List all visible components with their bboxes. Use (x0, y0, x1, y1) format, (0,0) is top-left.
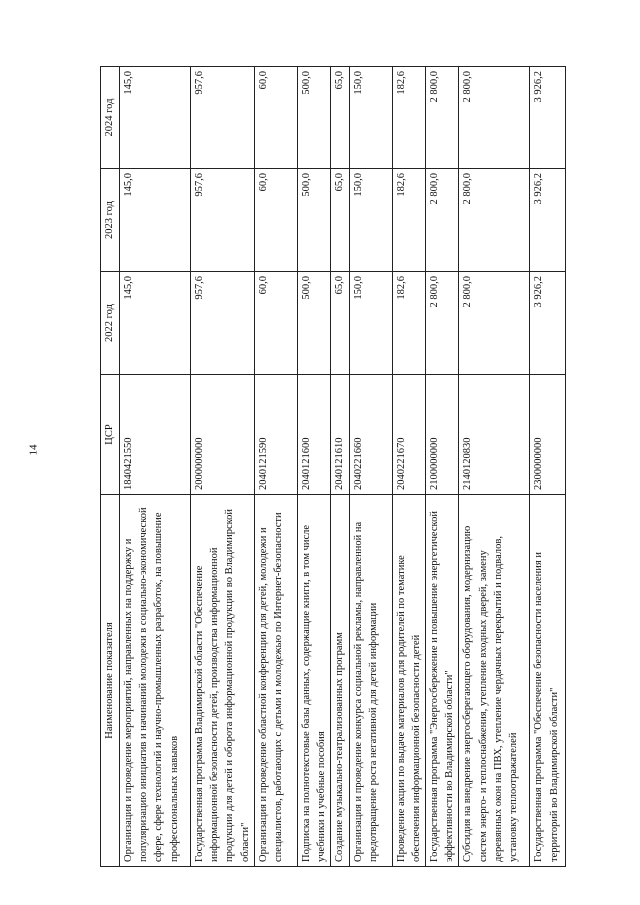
csr-code: 2140120830 (459, 375, 530, 495)
csr-code: 2040121610 (331, 375, 349, 495)
value-2023: 145,0 (120, 169, 191, 272)
table-row (254, 67, 297, 867)
indicator-name: Субсидия на внедрение энергосберегающего оборудования, модернизацию систем энерго- и теплоснабжения, утепление входных дверей, замену деревянных окон на ПВХ, утепление чердачных перекрытий и подвалов, установку теплоотражателей (459, 495, 530, 867)
value-2022: 150,0 (349, 272, 392, 375)
budget-table (100, 66, 566, 867)
rotated-table-wrapper (100, 67, 560, 867)
value-2022: 145,0 (120, 272, 191, 375)
table-row (331, 67, 349, 867)
header-year-2022: 2022 год (101, 272, 120, 375)
indicator-name: Государственная программа "Энергосбережение и повышение энергетической эффективности во Владимирской области" (425, 495, 458, 867)
header-indicator-name: Наименование показателя (101, 495, 120, 867)
csr-code: 2040221670 (392, 375, 425, 495)
header-csr-code: ЦСР (101, 375, 120, 495)
csr-code: 2100000000 (425, 375, 458, 495)
value-2022: 500,0 (297, 272, 330, 375)
header-year-2023: 2023 год (101, 169, 120, 272)
value-2024: 2 800,0 (425, 67, 458, 169)
csr-code: 2040121590 (254, 375, 297, 495)
table-row (530, 67, 566, 867)
value-2022: 60,0 (254, 272, 297, 375)
value-2022: 3 926,2 (530, 272, 566, 375)
value-2022: 2 800,0 (425, 272, 458, 375)
table-header-row (101, 67, 120, 867)
value-2022: 957,6 (191, 272, 255, 375)
table-row (392, 67, 425, 867)
value-2023: 500,0 (297, 169, 330, 272)
csr-code: 2040221660 (349, 375, 392, 495)
value-2022: 65,0 (331, 272, 349, 375)
value-2024: 957,6 (191, 67, 255, 169)
indicator-name: Организация и проведение мероприятий, направленных на поддержку и популяризацию инициатив и начинаний молодежи в социально-экономической сфере, сфере технологий и научно-промышленных разработок, на повышение профессиональных навыков (120, 495, 191, 867)
table-row (120, 67, 191, 867)
value-2024: 145,0 (120, 67, 191, 169)
indicator-name: Подписка на полнотекстовые базы данных, содержащие книги, в том числе учебники и учебные пособия (297, 495, 330, 867)
table-row (459, 67, 530, 867)
value-2024: 2 800,0 (459, 67, 530, 169)
indicator-name: Проведение акции по выдаче материалов для родителей по тематике обеспечения информационной безопасности детей (392, 495, 425, 867)
indicator-name: Государственная программа "Обеспечение безопасности населения и территорий во Владимирской области" (530, 495, 566, 867)
header-year-2024: 2024 год (101, 67, 120, 169)
value-2022: 2 800,0 (459, 272, 530, 375)
page-number: 14 (27, 444, 40, 456)
value-2023: 3 926,2 (530, 169, 566, 272)
value-2023: 150,0 (349, 169, 392, 272)
indicator-name: Организация и проведение областной конференции для детей, молодежи и специалистов, работающих с детьми и молодежью по Интернет-безопасности (254, 495, 297, 867)
table-row (349, 67, 392, 867)
value-2024: 60,0 (254, 67, 297, 169)
csr-code: 2000000000 (191, 375, 255, 495)
indicator-name: Государственная программа Владимирской области "Обеспечение информационной безопасности детей, производства информационной продукции для детей и оборота информационной продукции во Владимирской области" (191, 495, 255, 867)
table-row (297, 67, 330, 867)
value-2023: 182,6 (392, 169, 425, 272)
value-2024: 3 926,2 (530, 67, 566, 169)
value-2023: 957,6 (191, 169, 255, 272)
csr-code: 1840421550 (120, 375, 191, 495)
indicator-name: Организация и проведение конкурса социальной рекламы, направленной на предотвращение роста негативной для детей информации (349, 495, 392, 867)
value-2024: 182,6 (392, 67, 425, 169)
value-2024: 65,0 (331, 67, 349, 169)
csr-code: 2040121600 (297, 375, 330, 495)
table-row (191, 67, 255, 867)
value-2022: 182,6 (392, 272, 425, 375)
table-row (425, 67, 458, 867)
indicator-name: Создание музыкально-театрализованных программ (331, 495, 349, 867)
value-2023: 2 800,0 (459, 169, 530, 272)
value-2023: 60,0 (254, 169, 297, 272)
value-2024: 500,0 (297, 67, 330, 169)
csr-code: 2300000000 (530, 375, 566, 495)
value-2023: 2 800,0 (425, 169, 458, 272)
value-2024: 150,0 (349, 67, 392, 169)
value-2023: 65,0 (331, 169, 349, 272)
